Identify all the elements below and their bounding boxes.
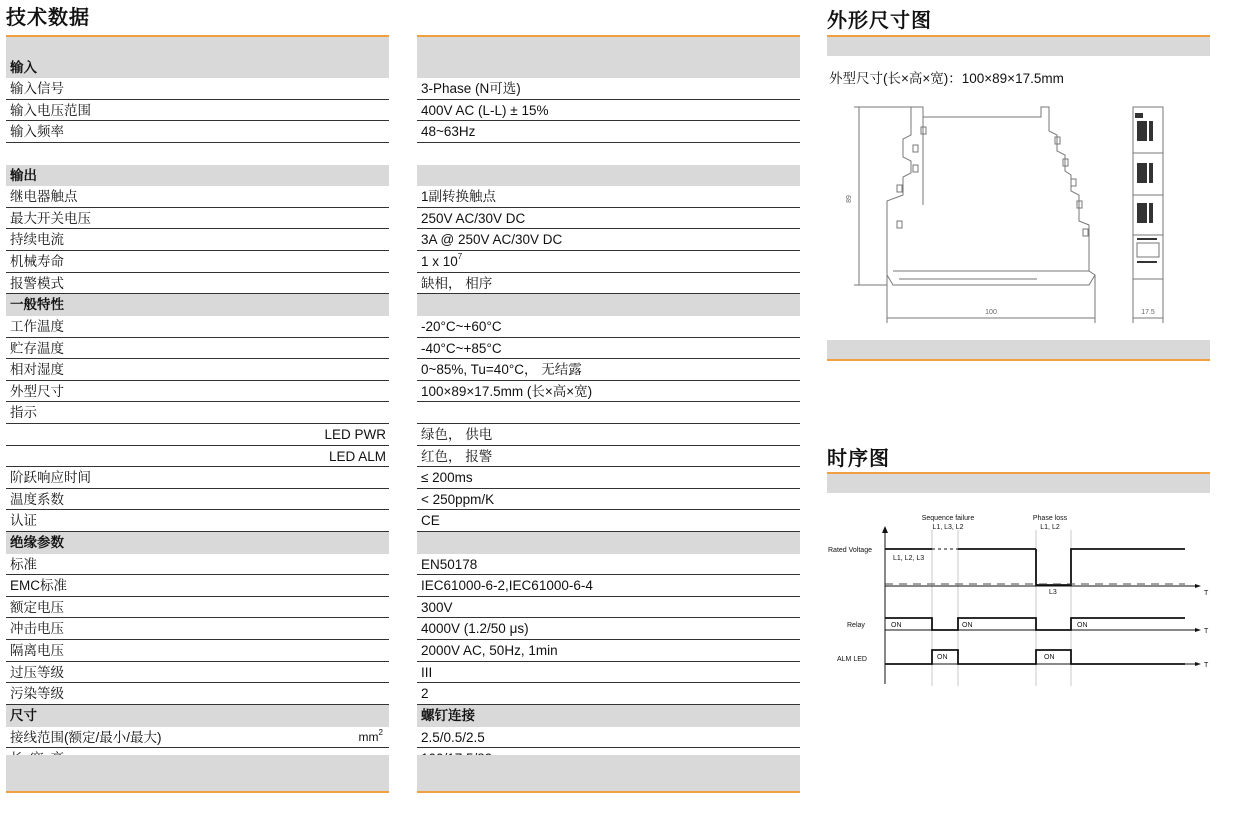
row-label: 最大开关电压 bbox=[10, 210, 91, 226]
label-row bbox=[6, 143, 389, 165]
width-label: 17.5 bbox=[1141, 309, 1155, 316]
label-row bbox=[6, 100, 389, 122]
value-row bbox=[417, 467, 800, 489]
row-label: 相对湿度 bbox=[10, 362, 64, 378]
row-label: 过压等级 bbox=[10, 664, 64, 680]
timing-header-bar bbox=[827, 472, 1210, 493]
row-label: 认证 bbox=[10, 513, 37, 529]
sequence-failure-label: Sequence failure bbox=[921, 515, 975, 522]
label-row bbox=[6, 229, 389, 251]
alm-on-1: ON bbox=[937, 654, 948, 661]
value-row bbox=[417, 294, 800, 316]
relay-label: Relay bbox=[847, 622, 865, 629]
value-row bbox=[417, 251, 800, 273]
row-value: 3A @ 250V AC/30V DC bbox=[421, 232, 563, 248]
alm-on-2: ON bbox=[1044, 654, 1055, 661]
row-label: 继电器触点 bbox=[10, 189, 78, 205]
value-row bbox=[417, 143, 800, 165]
value-row bbox=[417, 727, 800, 749]
row-value: 2 bbox=[421, 686, 429, 702]
row-value: CE bbox=[421, 513, 440, 529]
rated-voltage-label: Rated Voltage bbox=[828, 547, 872, 554]
value-row bbox=[417, 402, 800, 424]
lost-phase-label: L3 bbox=[1049, 589, 1057, 596]
value-row bbox=[417, 597, 800, 619]
value-row bbox=[417, 662, 800, 684]
sequence-phases-label: L1, L3, L2 bbox=[932, 524, 964, 531]
row-label: LED ALM bbox=[328, 448, 386, 464]
value-row bbox=[417, 338, 800, 360]
value-row bbox=[417, 359, 800, 381]
label-row bbox=[6, 705, 389, 727]
loss-phases-label: L1, L2 bbox=[1040, 524, 1060, 531]
value-row bbox=[417, 640, 800, 662]
t-axis-2: T bbox=[1204, 628, 1209, 635]
row-value: 缺相， 相序 bbox=[421, 275, 493, 291]
label-row bbox=[6, 618, 389, 640]
row-value-sup: 7 bbox=[457, 252, 463, 262]
relay-on-2: ON bbox=[962, 622, 973, 629]
value-row bbox=[417, 121, 800, 143]
row-value: 400V AC (L-L) ± 15% bbox=[421, 102, 549, 118]
dimensions-bottom-bar bbox=[827, 340, 1210, 361]
label-row bbox=[6, 467, 389, 489]
label-row bbox=[6, 359, 389, 381]
value-row bbox=[417, 229, 800, 251]
row-label: 接线范围(额定/最小/最大) bbox=[10, 729, 162, 745]
row-value: IEC61000-6-2,IEC61000-6-4 bbox=[421, 578, 593, 594]
alm-led-label: ALM LED bbox=[837, 656, 867, 663]
row-label: 冲击电压 bbox=[10, 621, 64, 637]
row-label: 输入 bbox=[10, 59, 37, 75]
label-row bbox=[6, 186, 389, 208]
row-value: 螺钉连接 bbox=[421, 707, 475, 723]
height-label: 89 bbox=[846, 195, 853, 203]
row-label: 输入电压范围 bbox=[10, 102, 91, 118]
value-row bbox=[417, 532, 800, 554]
row-label: 机械寿命 bbox=[10, 254, 64, 270]
row-value: EN50178 bbox=[421, 556, 478, 572]
row-label: 输出 bbox=[10, 167, 37, 183]
label-row bbox=[6, 683, 389, 705]
row-value: < 250ppm/K bbox=[421, 491, 495, 507]
row-value: 绿色， 供电 bbox=[421, 426, 493, 442]
length-label: 100 bbox=[985, 309, 997, 316]
label-row bbox=[6, 727, 389, 749]
tech-data-title: 技术数据 bbox=[6, 7, 90, 29]
row-value: 红色， 报警 bbox=[421, 448, 493, 464]
value-row bbox=[417, 208, 800, 230]
label-row bbox=[6, 662, 389, 684]
value-top-bar bbox=[417, 35, 800, 57]
row-label: 持续电流 bbox=[10, 232, 64, 248]
value-row bbox=[417, 446, 800, 468]
row-label: 温度系数 bbox=[10, 491, 64, 507]
row-value: 1副转换触点 bbox=[421, 189, 497, 205]
label-row bbox=[6, 597, 389, 619]
timing-diagram bbox=[827, 508, 1217, 693]
row-label: 绝缘参数 bbox=[10, 535, 64, 551]
value-row bbox=[417, 618, 800, 640]
dimension-text: 外型尺寸(长×高×宽)：100×89×17.5mm bbox=[829, 71, 1064, 86]
row-value: 4000V (1.2/50 μs) bbox=[421, 621, 529, 637]
label-row bbox=[6, 381, 389, 403]
label-row bbox=[6, 640, 389, 662]
value-row bbox=[417, 57, 800, 79]
row-label: 阶跃响应时间 bbox=[10, 470, 91, 486]
row-label: 一般特性 bbox=[10, 297, 64, 313]
normal-phases-label: L1, L2, L3 bbox=[893, 555, 925, 562]
phase-loss-label: Phase loss bbox=[1032, 515, 1068, 522]
row-value: 2000V AC, 50Hz, 1min bbox=[421, 643, 558, 659]
label-row bbox=[6, 208, 389, 230]
label-row bbox=[6, 554, 389, 576]
row-label: EMC标准 bbox=[10, 578, 67, 594]
label-row bbox=[6, 338, 389, 360]
value-row bbox=[417, 316, 800, 338]
row-unit-text: mm bbox=[358, 729, 379, 744]
row-label: 贮存温度 bbox=[10, 340, 64, 356]
row-value: ≤ 200ms bbox=[421, 470, 473, 486]
relay-on-3: ON bbox=[1077, 622, 1088, 629]
t-axis-3: T bbox=[1204, 662, 1209, 669]
row-value: 2.5/0.5/2.5 bbox=[421, 729, 485, 745]
label-row bbox=[6, 532, 389, 554]
row-label: 报警模式 bbox=[10, 275, 64, 291]
t-axis-1: T bbox=[1204, 590, 1209, 597]
label-bottom-block bbox=[6, 755, 389, 793]
row-label: LED PWR bbox=[324, 426, 386, 442]
row-value: -40°C~+85°C bbox=[421, 340, 502, 356]
row-label: 隔离电压 bbox=[10, 643, 64, 659]
value-column bbox=[417, 35, 800, 770]
label-row bbox=[6, 273, 389, 295]
value-row bbox=[417, 165, 800, 187]
timing-title: 时序图 bbox=[827, 448, 890, 470]
relay-on-1: ON bbox=[891, 622, 902, 629]
value-row bbox=[417, 273, 800, 295]
row-value: 250V AC/30V DC bbox=[421, 210, 526, 226]
row-unit bbox=[359, 727, 383, 748]
row-label: 污染等级 bbox=[10, 686, 64, 702]
label-row bbox=[6, 510, 389, 532]
dimension-drawing bbox=[827, 95, 1210, 335]
row-label: 额定电压 bbox=[10, 599, 64, 615]
row-label: 标准 bbox=[10, 556, 37, 572]
dimensions-title: 外形尺寸图 bbox=[827, 10, 932, 32]
label-row bbox=[6, 489, 389, 511]
label-top-bar bbox=[6, 35, 389, 57]
row-unit-sup: 2 bbox=[378, 727, 383, 737]
row-value: 100×89×17.5mm (长×高×宽) bbox=[421, 383, 593, 399]
row-label: 工作温度 bbox=[10, 318, 64, 334]
dimensions-header-bar bbox=[827, 35, 1210, 56]
value-row bbox=[417, 575, 800, 597]
label-row bbox=[6, 78, 389, 100]
value-row bbox=[417, 554, 800, 576]
value-row bbox=[417, 683, 800, 705]
label-row bbox=[6, 424, 389, 446]
label-row bbox=[6, 402, 389, 424]
label-row bbox=[6, 294, 389, 316]
row-value: 48~63Hz bbox=[421, 124, 476, 140]
value-row bbox=[417, 424, 800, 446]
row-label: 指示 bbox=[10, 405, 37, 421]
value-row bbox=[417, 705, 800, 727]
label-row bbox=[6, 316, 389, 338]
value-row bbox=[417, 489, 800, 511]
row-value: III bbox=[421, 664, 433, 680]
label-row bbox=[6, 165, 389, 187]
label-row bbox=[6, 251, 389, 273]
label-row bbox=[6, 57, 389, 79]
label-row bbox=[6, 446, 389, 468]
value-row bbox=[417, 100, 800, 122]
label-row bbox=[6, 121, 389, 143]
row-label: 尺寸 bbox=[10, 707, 37, 723]
row-label: 外型尺寸 bbox=[10, 383, 64, 399]
row-value: -20°C~+60°C bbox=[421, 318, 502, 334]
value-row bbox=[417, 186, 800, 208]
row-value: 1 x 10 bbox=[421, 254, 458, 270]
value-row bbox=[417, 510, 800, 532]
value-bottom-block bbox=[417, 755, 800, 793]
row-value: 3-Phase (N可选) bbox=[421, 81, 521, 97]
row-value: 0~85%, Tu=40°C， 无结露 bbox=[421, 362, 582, 378]
label-row bbox=[6, 575, 389, 597]
row-label: 输入频率 bbox=[10, 124, 64, 140]
row-label: 输入信号 bbox=[10, 81, 64, 97]
row-value: 300V bbox=[421, 599, 453, 615]
value-row bbox=[417, 78, 800, 100]
label-column bbox=[6, 35, 389, 770]
value-row bbox=[417, 381, 800, 403]
